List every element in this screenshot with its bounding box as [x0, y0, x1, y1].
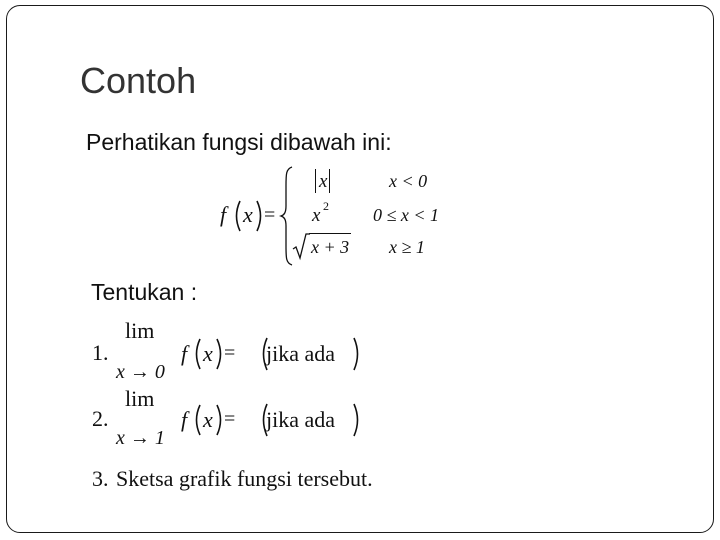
task-1-note-right-paren	[352, 337, 362, 371]
task-2-lim: lim	[125, 386, 155, 411]
abs-bar-right	[329, 169, 330, 193]
task-1-approach: x → 0	[116, 361, 165, 383]
intro-text: Perhatikan fungsi dibawah ini:	[86, 129, 392, 155]
task-2-note: jika ada	[266, 407, 336, 432]
case-3-cond: x ≥ 1	[389, 237, 425, 257]
task-1-number: 1.	[92, 340, 109, 365]
task-2-note-right-paren	[352, 403, 362, 437]
task-2-x: x	[203, 407, 213, 432]
task-1-f: f	[181, 341, 188, 366]
abs-bar-left	[315, 169, 316, 193]
sqrt-vinculum	[309, 233, 351, 234]
task-3-number: 3.	[92, 466, 109, 491]
task-2-number: 2.	[92, 406, 109, 431]
left-paren	[232, 200, 242, 232]
slide-title: Contoh	[80, 60, 197, 101]
case-2-cond: 0 ≤ x < 1	[373, 205, 440, 225]
equals-sign: =	[264, 204, 276, 226]
task-1-note: jika ada	[266, 341, 336, 366]
sqrt-icon	[292, 232, 310, 260]
task-2-f: f	[181, 407, 188, 432]
task-2-approach: x → 1	[116, 427, 165, 449]
task-2-left-paren	[192, 404, 202, 436]
case-1-cond: x < 0	[389, 171, 428, 191]
task-3-text: Sketsa grafik fungsi tersebut.	[116, 466, 373, 491]
function-var: x	[243, 202, 253, 227]
task-1-x: x	[203, 341, 213, 366]
task-1-equals: =	[224, 342, 236, 364]
case-2-exponent: 2	[323, 199, 329, 213]
task-2-equals: =	[224, 408, 236, 430]
task-1-lim: lim	[125, 318, 155, 343]
task-1-left-paren	[192, 338, 202, 370]
function-name: f	[220, 202, 227, 227]
case-3-expr: x + 3	[311, 237, 350, 257]
case-1-expr: x	[319, 171, 328, 192]
case-2-expr: x	[312, 205, 321, 226]
tentukan-label: Tentukan :	[91, 279, 198, 305]
